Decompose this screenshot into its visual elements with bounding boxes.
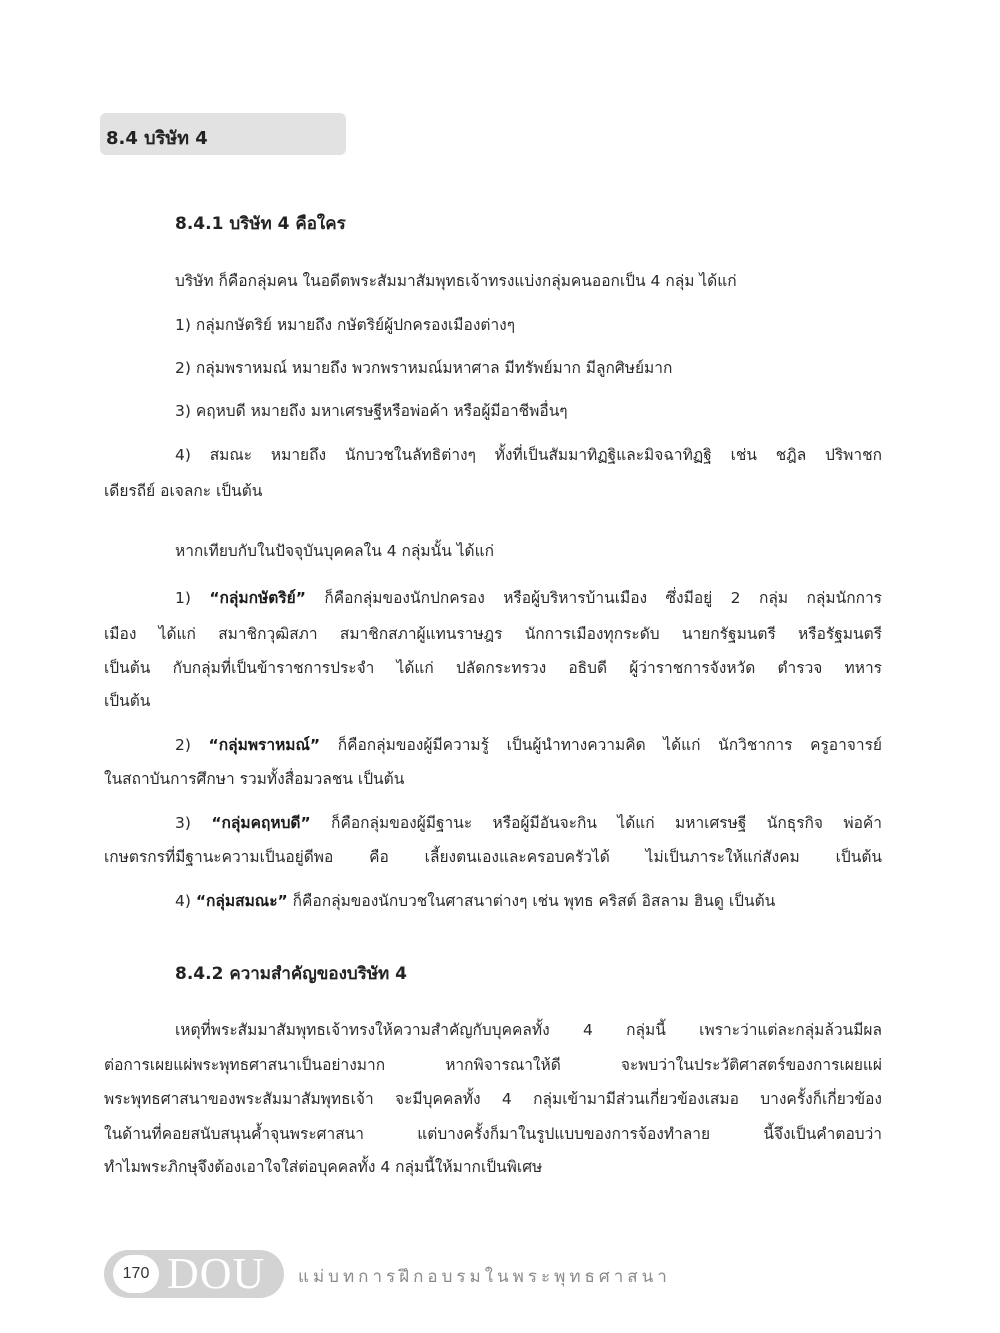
group-name-brahmin: “กลุ่มพราหมณ์” xyxy=(208,736,321,754)
group-paragraph-line: 2) “กลุ่มพราหมณ์” ก็คือกลุ่มของผู้มีความรู้ เป็นผู้นำทางความคิด ได้แก่ นักวิชาการ ครูอาจารย์ xyxy=(175,736,882,754)
comparison-intro: หากเทียบกับในปัจจุบันบุคคลใน 4 กลุ่มนั้น ได้แก่ xyxy=(175,542,494,560)
group-paragraph-line: เป็นต้น xyxy=(104,692,151,710)
section-title: 8.4 บริษัท 4 xyxy=(106,128,208,149)
list-item-continuation: เดียรถีย์ อเจลกะ เป็นต้น xyxy=(104,482,263,500)
brand-logo-text: DOU xyxy=(167,1249,266,1298)
subsection-title-8-4-1: 8.4.1 บริษัท 4 คือใคร xyxy=(175,214,346,234)
importance-paragraph-line: เหตุที่พระสัมมาสัมพุทธเจ้าทรงให้ความสำคัญกับบุคคลทั้ง 4 กลุ่มนี้ เพราะว่าแต่ละกลุ่มล้วนมีผล xyxy=(175,1021,882,1039)
course-title: แม่บทการฝึกอบรมในพระพุทธศาสนา xyxy=(298,1267,671,1287)
subsection-title-8-4-2: 8.4.2 ความสำคัญของบริษัท 4 xyxy=(175,964,407,984)
group-paragraph-line: 3) “กลุ่มคฤหบดี” ก็คือกลุ่มของผู้มีฐานะ หรือผู้มีอันจะกิน ได้แก่ มหาเศรษฐี นักธุรกิจ พ่อค้า xyxy=(175,814,882,832)
group-paragraph-line: 1) “กลุ่มกษัตริย์” ก็คือกลุ่มของนักปกครอง หรือผู้บริหารบ้านเมือง ซึ่งมีอยู่ 2 กลุ่ม กลุ่มนักการ xyxy=(175,589,882,607)
list-item: 2) กลุ่มพราหมณ์ หมายถึง พวกพราหมณ์มหาศาล มีทรัพย์มาก มีลูกศิษย์มาก xyxy=(175,359,673,377)
importance-paragraph-line: ในด้านที่คอยสนับสนุนค้ำจุนพระศาสนา แต่บางครั้งก็มาในรูปแบบของการจ้องทำลาย นี้จึงเป็นคำตอบว่า xyxy=(104,1125,882,1143)
group-paragraph-line: 4) “กลุ่มสมณะ” ก็คือกลุ่มของนักบวชในศาสนาต่างๆ เช่น พุทธ คริสต์ อิสลาม ฮินดู เป็นต้น xyxy=(175,892,776,910)
list-item: 4) สมณะ หมายถึง นักบวชในลัทธิต่างๆ ทั้งที่เป็นสัมมาทิฏฐิและมิจฉาทิฏฐิ เช่น ชฎิล ปริพาชก xyxy=(175,446,882,464)
importance-paragraph-line: พระพุทธศาสนาของพระสัมมาสัมพุทธเจ้า จะมีบุคคลทั้ง 4 กลุ่มเข้ามามีส่วนเกี่ยวข้องเสมอ บางครั้งก็เกี่ยวข้อง xyxy=(104,1090,882,1108)
list-item: 1) กลุ่มกษัตริย์ หมายถึง กษัตริย์ผู้ปกครองเมืองต่างๆ xyxy=(175,316,516,334)
group-name-ascetic: “กลุ่มสมณะ” xyxy=(195,892,288,910)
importance-paragraph-line: ต่อการเผยแผ่พระพุทธศาสนาเป็นอย่างมาก หากพิจารณาให้ดี จะพบว่าในประวัติศาสตร์ของการเผยแผ่ xyxy=(104,1056,882,1074)
group-paragraph-line: เกษตรกรที่มีฐานะความเป็นอยู่ดีพอ คือ เลี้ยงตนเองและครอบครัวได้ ไม่เป็นภาระให้แก่สังคม เป็นต้น xyxy=(104,848,882,866)
group-paragraph-line: ในสถาบันการศึกษา รวมทั้งสื่อมวลชน เป็นต้น xyxy=(104,770,405,788)
page-number: 170 xyxy=(113,1255,159,1293)
importance-paragraph-line: ทำไมพระภิกษุจึงต้องเอาใจใส่ต่อบุคคลทั้ง 4 กลุ่มนี้ให้มากเป็นพิเศษ xyxy=(104,1158,543,1176)
group-name-kshatriya: “กลุ่มกษัตริย์” xyxy=(209,589,306,607)
list-item: 3) คฤหบดี หมายถึง มหาเศรษฐีหรือพ่อค้า หรือผู้มีอาชีพอื่นๆ xyxy=(175,402,568,420)
group-name-householder: “กลุ่มคฤหบดี” xyxy=(211,814,311,832)
group-paragraph-line: เมือง ได้แก่ สมาชิกวุฒิสภา สมาชิกสภาผู้แทนราษฎร นักการเมืองทุกระดับ นายกรัฐมนตรี หรือรัฐมนตรี xyxy=(104,625,882,643)
intro-paragraph: บริษัท ก็คือกลุ่มคน ในอดีตพระสัมมาสัมพุทธเจ้าทรงแบ่งกลุ่มคนออกเป็น 4 กลุ่ม ได้แก่ xyxy=(175,272,737,290)
group-paragraph-line: เป็นต้น กับกลุ่มที่เป็นข้าราชการประจำ ได้แก่ ปลัดกระทรวง อธิบดี ผู้ว่าราชการจังหวัด ตำรวจ ทหาร xyxy=(104,659,882,677)
